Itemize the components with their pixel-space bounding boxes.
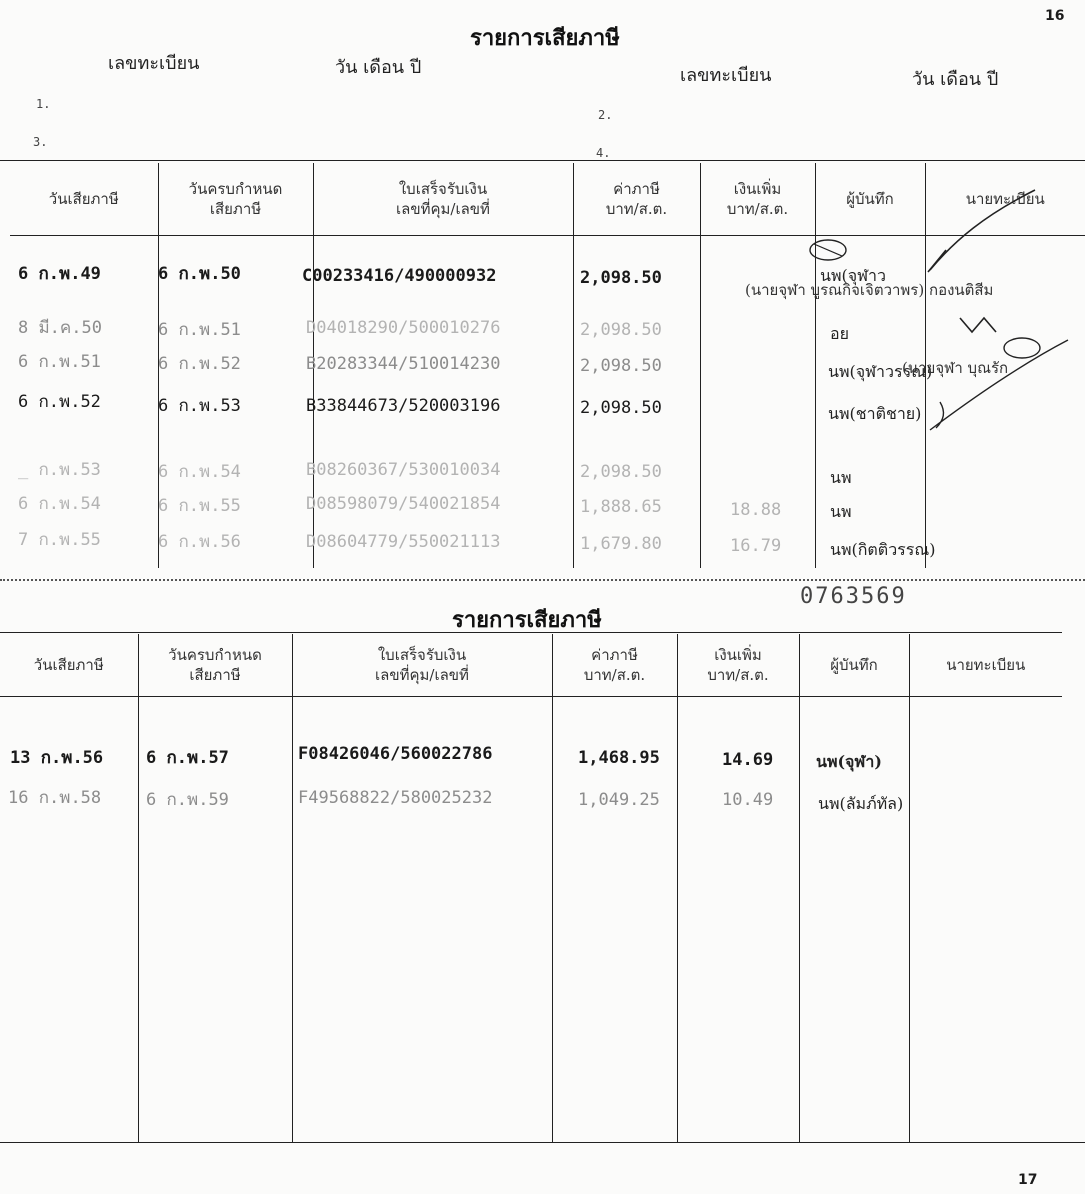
header-receipt: ใบเสร็จรับเงิน เลขที่คุม/เลขที่ bbox=[313, 163, 573, 235]
bottom-header-tax-date: วันเสียภาษี bbox=[0, 634, 138, 696]
table-row-2-due-date: 6 ก.พ.52 bbox=[158, 354, 241, 374]
table-row-5-tax: 1,888.65 bbox=[580, 497, 662, 517]
bottom-header-tax: ค่าภาษี บาท/ส.ต. bbox=[552, 634, 677, 696]
table-row-1-tax: 2,098.50 bbox=[580, 320, 662, 340]
handwriting-line-1: (นายจุฬา บูรณกิจเจิตวาพร) กองนติสีม bbox=[745, 281, 994, 299]
table-row-5-tax-date: 6 ก.พ.54 bbox=[18, 494, 101, 514]
table-row-4-receipt: B08260367/530010034 bbox=[306, 460, 501, 480]
table-row-1-tax-date: 8 มี.ค.50 bbox=[18, 318, 102, 338]
page-number-bottom: 17 bbox=[1018, 1172, 1038, 1188]
table-row-5-due-date: 6 ก.พ.55 bbox=[158, 496, 241, 516]
bottom-header-recorder: ผู้บันทึก bbox=[799, 634, 909, 696]
left-date-label: วัน เดือน ปี bbox=[335, 57, 422, 78]
table-row-0-receipt: C00233416/490000932 bbox=[302, 266, 497, 286]
table-row-3-recorder: นพ(ชาติชาย) bbox=[828, 404, 922, 423]
table-row-5-recorder: นพ bbox=[830, 502, 852, 521]
table-row-1-recorder: อย bbox=[830, 324, 849, 343]
table-row-1-receipt: D04018290/500010276 bbox=[306, 318, 501, 338]
slot-1: 1. bbox=[36, 97, 51, 111]
section-separator bbox=[0, 579, 1085, 581]
table-row-6-surcharge: 16.79 bbox=[730, 536, 782, 556]
table-row-3-receipt: B33844673/520003196 bbox=[306, 396, 501, 416]
header-registrar: นายทะเบียน bbox=[925, 163, 1085, 235]
top-section-title: รายการเสียภาษี bbox=[470, 25, 620, 51]
table-row-6-due-date: 6 ก.พ.56 bbox=[158, 532, 241, 552]
table-row-0-tax: 2,098.50 bbox=[580, 268, 662, 288]
bottom-row-0-receipt: F08426046/560022786 bbox=[298, 744, 493, 764]
right-date-label: วัน เดือน ปี bbox=[912, 69, 999, 90]
bottom-section-title: รายการเสียภาษี bbox=[452, 607, 602, 633]
bottom-header-surcharge: เงินเพิ่ม บาท/ส.ต. bbox=[677, 634, 799, 696]
bottom-row-1-recorder: นพ(ลัมภ์ทัล) bbox=[818, 794, 904, 813]
table-row-6-tax-date: 7 ก.พ.55 bbox=[18, 530, 101, 550]
bottom-tax-table bbox=[0, 634, 1062, 1142]
table-row-6-recorder: นพ(กิตติวรรณ) bbox=[830, 540, 936, 559]
bottom-row-0-tax-date: 13 ก.พ.56 bbox=[10, 748, 104, 768]
table-row-0-due-date: 6 ก.พ.50 bbox=[158, 264, 241, 284]
bottom-row-0-surcharge: 14.69 bbox=[722, 750, 774, 770]
bottom-row-1-receipt: F49568822/580025232 bbox=[298, 788, 493, 808]
header-surcharge: เงินเพิ่ม บาท/ส.ต. bbox=[700, 163, 815, 235]
bottom-header-due-date: วันครบกำหนด เสียภาษี bbox=[138, 634, 292, 696]
bottom-row-1-tax: 1,049.25 bbox=[578, 790, 660, 810]
left-reg-label: เลขทะเบียน bbox=[108, 53, 200, 74]
table-row-3-tax-date: 6 ก.พ.52 bbox=[18, 392, 101, 412]
table-row-5-receipt: D08598079/540021854 bbox=[306, 494, 501, 514]
right-reg-label: เลขทะเบียน bbox=[680, 65, 772, 86]
header-due-date: วันครบกำหนด เสียภาษี bbox=[158, 163, 313, 235]
table-row-2-tax-date: 6 ก.พ.51 bbox=[18, 352, 101, 372]
table-row-6-tax: 1,679.80 bbox=[580, 534, 662, 554]
stamp-number: 0763569 bbox=[800, 584, 907, 609]
header-tax: ค่าภาษี บาท/ส.ต. bbox=[573, 163, 700, 235]
table-row-1-due-date: 6 ก.พ.51 bbox=[158, 320, 241, 340]
bottom-table-top-rule bbox=[0, 632, 1062, 633]
table-row-4-due-date: 6 ก.พ.54 bbox=[158, 462, 241, 482]
bottom-row-1-due-date: 6 ก.พ.59 bbox=[146, 790, 229, 810]
header-tax-date: วันเสียภาษี bbox=[10, 163, 158, 235]
slot-3: 3. bbox=[33, 135, 48, 149]
bottom-row-0-tax: 1,468.95 bbox=[578, 748, 660, 768]
signature-scribbles bbox=[780, 180, 1080, 450]
slot-2: 2. bbox=[598, 108, 613, 122]
slot-4: 4. bbox=[596, 146, 611, 160]
bottom-row-0-due-date: 6 ก.พ.57 bbox=[146, 748, 229, 768]
table-row-0-tax-date: 6 ก.พ.49 bbox=[18, 264, 101, 284]
table-row-3-due-date: 6 ก.พ.53 bbox=[158, 396, 241, 416]
header-recorder: ผู้บันทึก bbox=[815, 163, 925, 235]
table-row-4-recorder: นพ bbox=[830, 468, 852, 487]
table-row-4-tax: 2,098.50 bbox=[580, 462, 662, 482]
table-row-6-receipt: D08604779/550021113 bbox=[306, 532, 501, 552]
table-row-3-tax: 2,098.50 bbox=[580, 398, 662, 418]
bottom-row-0-recorder: นพ(จุฬา) bbox=[816, 752, 882, 771]
page-number-top: 16 bbox=[1045, 8, 1065, 24]
bottom-table-bottom-rule bbox=[0, 1142, 1085, 1143]
top-table-top-rule bbox=[0, 160, 1085, 161]
table-row-2-recorder: นพ(จุฬาวรรณ) bbox=[828, 362, 933, 381]
table-row-4-tax-date: _ ก.พ.53 bbox=[18, 460, 101, 480]
table-row-5-surcharge: 18.88 bbox=[730, 500, 782, 520]
bottom-row-1-tax-date: 16 ก.พ.58 bbox=[8, 788, 102, 808]
table-row-0-recorder: นพ(จุฬาว bbox=[820, 266, 887, 285]
bottom-header-registrar: นายทะเบียน bbox=[909, 634, 1062, 696]
table-row-2-tax: 2,098.50 bbox=[580, 356, 662, 376]
bottom-header-receipt: ใบเสร็จรับเงิน เลขที่คุม/เลขที่ bbox=[292, 634, 552, 696]
table-row-2-receipt: B20283344/510014230 bbox=[306, 354, 501, 374]
handwriting-line-2: (นายจุฬา บุณรัก bbox=[902, 359, 1009, 377]
bottom-row-1-surcharge: 10.49 bbox=[722, 790, 774, 810]
